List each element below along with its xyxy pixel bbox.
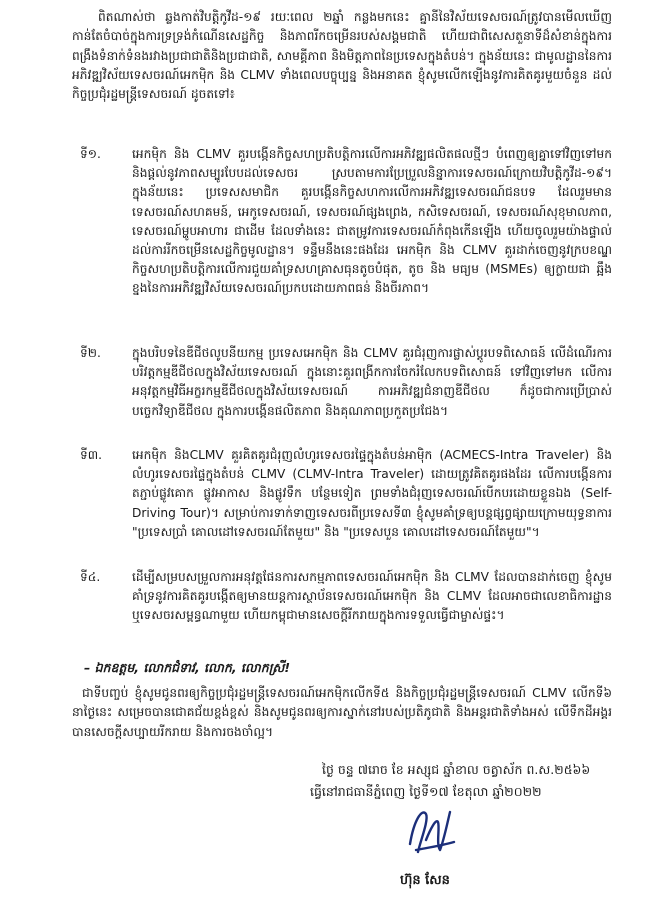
closing-paragraph: ជាទីបញ្ចប់ ខ្ញុំសូមជូនពរឲ្យកិច្ចប្រជុំរដ្ឋមន្ត្រីទេសចរណ៍អេកម៉ិកលើកទី៥ និងកិច្ចប្រជុំរដ្ឋមន្ត្រីទេសចរណ៍ CLMV លើកទី៦ នាថ្ងៃនេះ សម្រេចបានជោគជ័យខ្ពង់ខ្ពស់ និងសូមជូនពរឲ្យការស្នាក់នៅរបស់ប្រតិភូជាតិ និងអន្តរជាតិទាំងអស់ លើទឹកដីអង្គរ បានសេចក្តីសប្បាយរីករាយ និងការចងចាំល្អ។ — [72, 686, 612, 739]
signatory-name: ហ៊ុន សែន — [400, 873, 450, 888]
item-number: ទី៣. — [80, 448, 103, 462]
lunar-date: ថ្ងៃ ចន្ទ ៧រោច ខែ អស្សុជ ឆ្នាំខាល ចត្វាស័ក ព.ស.២៥៦៦ — [322, 762, 591, 777]
intro-paragraph: ពិតណាស់ថា ឆ្លងកាត់វិបត្តិកូវីដ-១៩ រយៈពេល ២ឆ្នាំ កន្លងមកនេះ គ្នានីនៃវិស័យទេសចរណ៍ត្រូវបានមើលឃើញ កាន់តែចំបាច់ក្នុងការទ្រទ្រង់កំណើនសេដ្ឋកិច្ច និងភាពរីកចម្រើនរបស់សង្គមជាតិ ហើយជាពិសេសតួនាទីដ៏សំខាន់ក្នុងការពង្រឹងទំនាក់ទំនងរវាងប្រជាជាតិនិងប្រជាជាតិ, សាមគ្គីភាព និងមិត្តភាពនៃប្រទេសក្នុងតំបន់។ ក្នុងន័យនេះ ជាមូលដ្ឋាននៃការអភិវឌ្ឍវិស័យទេសចរណ៍អេកម៉ិក និង CLMV ទាំងពេលបច្ចុប្បន្ន និងអនាគត ខ្ញុំសូមលើកឡើងនូវការគិតគូរមួយចំនួន ដល់កិច្ចប្រជុំរដ្ឋមន្ត្រីទេសចរណ៍ ដូចតទៅ៖ — [72, 10, 612, 102]
item-text: ក្នុងបរិបទនៃឌីជីថលូបនីយកម្ម ប្រទេសអេកម៉ិក និង CLMV គួរជំរុញការផ្លាស់ប្តូរបទពិសោធន៍ លើដំណើរការបរិវត្តកម្មឌីជីថលក្នុងវិស័យទេសចរណ៍ ក្នុងនោះគួរពង្រីកការចែករំលែកបទពិសោធន៍ ទៅវិញទៅមក លើការអនុវត្តកម្មវិធីអក្ខរកម្មឌីជីថលក្នុងវិស័យទេសចរណ៍ ការអភិវឌ្ឍជំនាញឌីជីថល ក៏ដូចជាការប្រើប្រាស់បច្ចេកវិទ្យាឌីជីថល ក្នុងការបង្កើនផលិតភាព និងគុណភាពប្រកួតប្រជែង។ — [132, 346, 612, 418]
item-text: អេកម៉ិក និង CLMV គួរបង្កើនកិច្ចសហប្រតិបត្តិការលើការអភិវឌ្ឍផលិតផលថ្មីៗ បំពេញឲ្យគ្នាទៅវិញទៅមក និងផ្តល់នូវភាពសម្បូរបែបដល់ទេសចរ ស្របតាមការប្រែប្រួលនិន្នាការទេសចរណ៍ក្រោយវិបត្តិកូវីដ-១៩។ ក្នុងន័យនេះ ប្រទេសសមាជិក គួរបង្កើនកិច្ចសហការលើការអភិវឌ្ឍទេសចរណ៍ជនបទ ដែលរួមមានទេសចរណ៍សហគមន៍, អេកូទេសចរណ៍, ទេសចរណ៍ផ្សងព្រេង, កសិទេសចរណ៍, ទេសចរណ៍សុខុមាលភាព, ទេសចរណ៍ម្ហូបអាហារ ជាដើម ដែលទាំងនេះ ជាតម្រូវការទេសចរណ៍កំពុងកើនឡើង ហើយចូលរួមយ៉ាងផ្ទាល់ដល់ការរីកចម្រើនសេដ្ឋកិច្ចមូលដ្ឋាន។ ទន្ទឹមនឹងនេះផងដែរ អេកម៉ិក និង CLMV គួរដាក់ចេញនូវក្របខណ្ឌកិច្ចសហប្រតិបត្តិការលើការជួយគាំទ្រសហគ្រាសធុនតូចបំផុត, តូច និង មធ្យម (MSMEs) ឲ្យក្លាយជា ឆ្អឹងខ្នងនៃការអភិវឌ្ឍវិស័យទេសចរណ៍ប្រកបដោយភាពធន់ និងចីរភាព។ — [132, 147, 612, 296]
list-item — [72, 446, 622, 564]
item-text: អេកម៉ិក និងCLMV គួរគិតគូរជំរុញលំហូរទេសចរផ្ទៃក្នុងតំបន់អាម៉ិក (ACMECS-Intra Traveler) និង លំហូរទេសចរផ្ទៃក្នុងតំបន់ CLMV (CLMV-Intra Traveler) ដោយត្រូវគិតគូរផងដែរ លើការបង្កើនការតភ្ជាប់ផ្លូវគោក ផ្លូវអាកាស និងផ្លូវទឹក បន្ថែមទៀត ព្រមទាំងជំរុញទេសចរណ៍បើកបរដោយខ្លួនឯង (Self-Driving Tour)។ សម្រាប់ការទាក់ទាញទេសចរពីប្រទេសទី៣ ខ្ញុំសូមគាំទ្រឲ្យបន្តផ្សព្វផ្សាយក្រោមយុទ្ធនាការ "ប្រទេសប្រាំ គោលដៅទេសចរណ៍តែមួយ" និង "ប្រទេសបួន គោលដៅទេសចរណ៍តែមួយ"។ — [132, 448, 612, 539]
item-number: ទី១. — [80, 147, 101, 161]
place-date: ធ្វើនៅរាជធានីភ្នំពេញ ថ្ងៃទី១៧ ខែតុលា ឆ្នាំ២០២២ — [310, 784, 542, 799]
list-item — [72, 568, 622, 656]
item-text: ដើម្បីសម្របសម្រួលការអនុវត្តផែនការសកម្មភាពទេសចរណ៍អេកម៉ិក និង CLMV ដែលបានដាក់ចេញ ខ្ញុំសូមគាំទ្រនូវការគិតគូរបង្កើតឲ្យមានយន្តការស្ថាប័នទេសចរណ៍អេកម៉ិក និង CLMV ដែលអាចជាលេខាធិការដ្ឋាន ឬទេសចរសម្ពន្ធណាមួយ ហើយកម្ពុជាមានសេចក្តីរីករាយក្នុងការទទួលធ្វើជាម្ចាស់ផ្ទះ។ — [132, 570, 612, 623]
list-item — [72, 344, 622, 442]
signature-icon — [396, 800, 466, 870]
salutation: – ឯកឧត្តម, លោកជំទាវ, លោក, លោកស្រី! — [84, 660, 291, 675]
item-number: ទី៤. — [80, 570, 101, 584]
list-item — [72, 145, 622, 340]
item-number: ទី២. — [80, 346, 101, 360]
